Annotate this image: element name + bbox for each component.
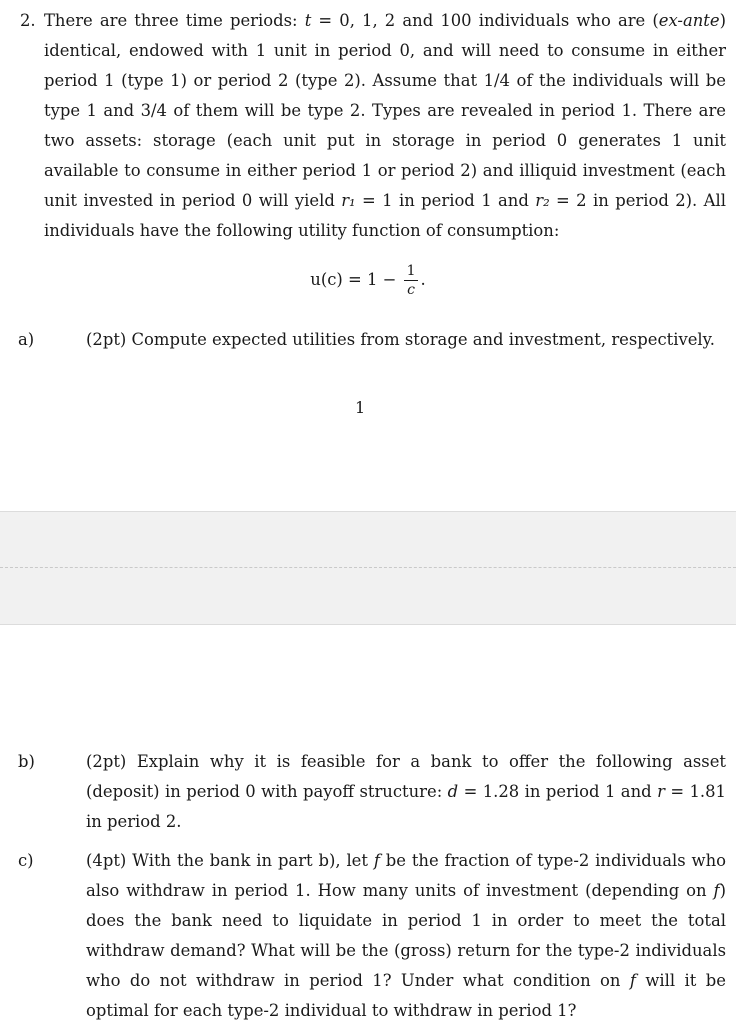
page-break-band xyxy=(0,511,736,625)
problem-intro: There are three time periods: t = 0, 1, 2 and 100 individuals who are (ex-ante) identical, endowed with 1 unit in period 0, and will need to consume in either period 1 (type 1) or period 2 (type 2). Assume that 1/4 of the individuals will be type 1 and 3/4 of them will be type 2. Types are revealed in period 1. There are two assets: storage (each unit put in storage in period 0 generates 1 unit available to consume in either period 1 or period 2) and illiquid investment (each unit invested in period 0 will yield r₁ = 1 in period 1 and r₂ = 2 in period 2). All individuals have the following utility function of consumption: xyxy=(44,11,726,240)
utility-formula xyxy=(0,262,736,299)
part-c-label: c) xyxy=(18,851,34,870)
page-break-divider xyxy=(0,567,736,568)
part-c: c) (4pt) With the bank in part b), let f be the fraction of type-2 individuals who also withdraw in period 1. How many units of investment (depending on f) does the bank need to liquidate in period 1 in order to meet the total withdraw demand? What will be the (gross) return for the type-2 individuals who do not withdraw in period 1? Under what condition on f will it be optimal for each type-2 individual to withdraw in period 1? xyxy=(52,846,726,1026)
formula-fraction xyxy=(404,262,419,299)
formula-numerator: 1 xyxy=(404,262,419,281)
part-a xyxy=(18,325,726,355)
formula-lhs: u(c) = 1 − xyxy=(310,270,397,289)
part-b-label: b) xyxy=(18,752,35,771)
formula-denominator: c xyxy=(407,282,415,298)
part-a-label: a) xyxy=(18,330,35,349)
formula-tail: . xyxy=(420,270,426,289)
part-a-text: (2pt) Compute expected utilities from storage and investment, respectively. xyxy=(86,330,715,349)
problem-number: 2. xyxy=(20,11,36,30)
page-number: 1 xyxy=(355,398,366,417)
problem-statement xyxy=(20,6,726,246)
part-b: b) (2pt) Explain why it is feasible for a bank to offer the following asset (deposit) in period 0 with payoff structure: d = 1.28 in period 1 and r = 1.81 in period 2. xyxy=(52,747,726,837)
